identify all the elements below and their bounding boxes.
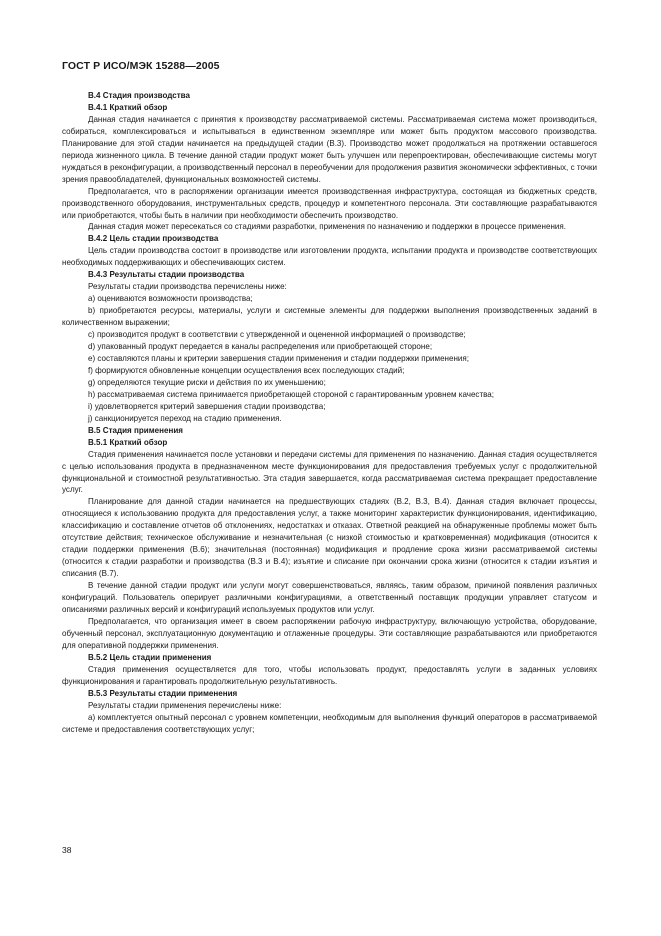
section-heading: В.5 Стадия применения <box>88 425 183 435</box>
list-item: е) составляются планы и критерии завершения стадии применения и стадии поддержки применения; <box>88 353 469 363</box>
list-item: а) оцениваются возможности производства; <box>88 294 253 304</box>
paragraph: Стадия применения осуществляется для того, чтобы использовать продукт, предоставлять услуги в заданных условиях функционирования и гарантировать продолжительную результативность. <box>62 664 597 686</box>
list-item: h) рассматриваемая система принимается приобретающей стороной с гарантированным уровнем качества; <box>88 389 495 399</box>
list-item: f) формируются обновленные концепции осуществления всех последующих стадий; <box>88 365 405 375</box>
paragraph: Данная стадия может пересекаться со стадиями разработки, применения по назначению и поддержки в процессе применения. <box>88 222 566 232</box>
paragraph: В течение данной стадии продукт или услуги могут совершенствоваться, являясь, таким образом, причиной появления различных конфигураций. Пользователь оперирует различными конфигурациями, а ответственный поставщик продукции управляет статусом и описаниями различных версий и конфигураций используемых продуктов или услуг. <box>62 581 597 614</box>
list-item: b) приобретаются ресурсы, материалы, услуги и системные элементы для поддержки выполнения производственных заданий в количественном выражении; <box>62 306 597 328</box>
subsection-heading: В.5.3 Результаты стадии применения <box>88 688 238 698</box>
document-header: ГОСТ Р ИСО/МЭК 15288—2005 <box>62 60 220 72</box>
list-item: d) упакованный продукт передается в каналы распределения или приобретающей стороне; <box>88 342 433 352</box>
list-item: i) удовлетворяется критерий завершения стадии производства; <box>88 401 326 411</box>
paragraph: Цель стадии производства состоит в производстве или изготовлении продукта, испытании продукта и производстве соответствующих необходимых поддерживающих и обеспечивающих систем. <box>62 246 597 268</box>
page-content <box>62 90 597 735</box>
list-item: j) санкционируется переход на стадию применения. <box>88 413 282 423</box>
subsection-heading: В.5.1 Краткий обзор <box>88 437 168 447</box>
paragraph: Предполагается, что в распоряжении организации имеется производственная инфраструктура, состоящая из бюджетных средств, производственного оборудования, инструментальных средств, процедур и компетентного персонала. Эти составляющие разрабатываются или приобретаются, чтобы быть в наличии при необходимости обеспечить производство. <box>62 186 597 220</box>
subsection-heading: В.4.2 Цель стадии производства <box>88 234 219 244</box>
subsection-heading: В.4.3 Результаты стадии производства <box>88 270 245 280</box>
paragraph: Планирование для данной стадии начинается на предшествующих стадиях (В.2, В.3, В.4). Данная стадия включает процессы, относящиеся к использованию продукта для предоставления услуг, а также мониторинг характеристик функционирования, идентификацию, классификацию и составление отчетов об отклонениях, недостатках и отказах. Ответной реакцией на обнаруженные проблемы может быть отсутствие действия; техническое обслуживание и незначительная (с низкой стоимостью и кратковременная) модификация (относится к стадии поддержки применения (В.6); значительная (постоянная) модификация и продление срока жизни рассматриваемой системы (относится к стадии разработки и производства (В.3 и В.4); изъятие и списание при окончании срока жизни (относится к стадии изъятия и списания (В.7). <box>62 497 597 579</box>
list-item: с) производится продукт в соответствии с утвержденной и оцененной информацией о производстве; <box>88 330 466 340</box>
page-number: 38 <box>62 845 72 855</box>
paragraph: Результаты стадии применения перечислены ниже: <box>88 700 282 710</box>
section-heading: В.4 Стадия производства <box>88 91 190 100</box>
paragraph: Стадия применения начинается после установки и передачи системы для применения по назначению. Данная стадия осуществляется с целью использования продукта в предназначенном месте функционирования для предоставления требуемых услуг с продолжительной функциональной и стоимостной результативностью. Эта стадия завершается, когда рассматриваемая система прекращает предоставление услуг. <box>62 449 597 495</box>
subsection-heading: В.4.1 Краткий обзор <box>88 102 168 112</box>
paragraph: Результаты стадии производства перечислены ниже: <box>88 282 287 292</box>
paragraph: Предполагается, что организация имеет в своем распоряжении рабочую инфраструктуру, включающую устройства, оборудование, обученный персонал, эксплуатационную документацию и отлаженные процедуры. Эти составляющие разрабатываются или приобретаются для оперативной поддержки применения. <box>62 616 597 650</box>
subsection-heading: В.5.2 Цель стадии применения <box>88 652 212 662</box>
list-item: а) комплектуется опытный персонал с уровнем компетенции, необходимым для выполнения функций операторов в рассматриваемой системе и предоставления соответствующих услуг; <box>62 712 597 734</box>
list-item: g) определяются текущие риски и действия по их уменьшению; <box>88 377 326 387</box>
paragraph: Данная стадия начинается с принятия к производству рассматриваемой системы. Рассматриваемая система может производиться, собираться, комплексироваться и испытываться в единственном экземпляре или может быть продуктом массового производства. Планирование для этой стадии начинается на предыдущей стадии (В.3). Производство может продолжаться на протяжении оставшегося периода жизненного цикла. В течение данной стадии продукт может быть улучшен или перепроектирован, обеспечивающие системы могут нуждаться в реконфигурации, а производственный персонал в переобучении для продолжения развития экономически эффективных, с точки зрения правообладателей, функциональных возможностей системы. <box>62 114 597 184</box>
